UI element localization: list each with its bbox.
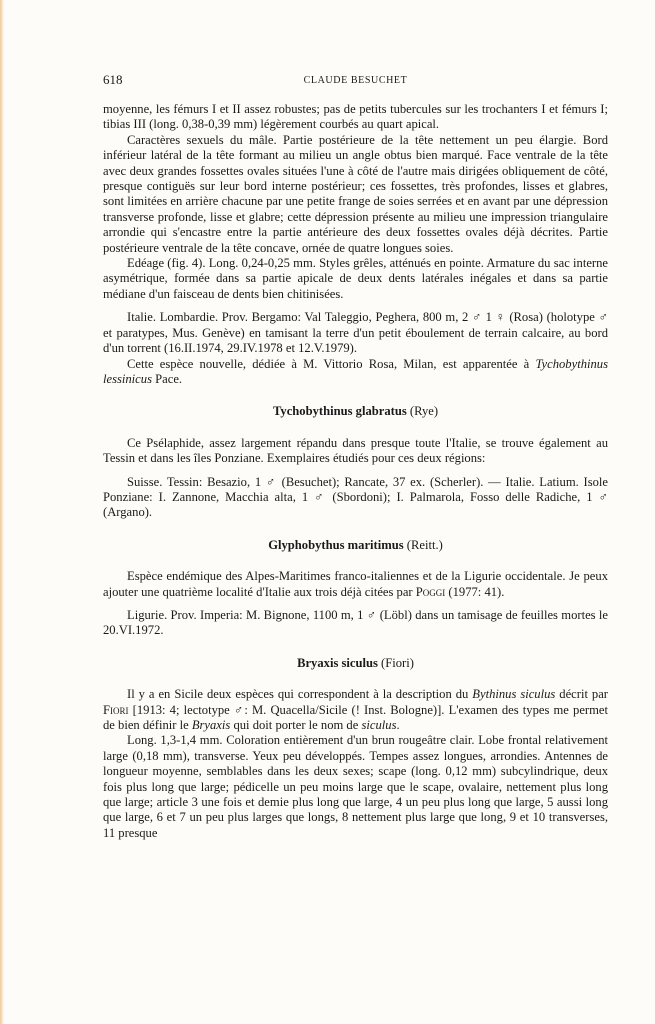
species-name: Tychobythinus glabratus xyxy=(272,404,407,419)
text-run: Espèce endémique des Alpes-Maritimes franco-italiennes et de la Ligurie occidentale. Je peux ajouter une quatrième localité d'Italie aux trois déjà citées par xyxy=(103,569,608,599)
paragraph-spacer xyxy=(103,600,608,608)
section-heading xyxy=(103,538,608,553)
text-run: Edéage (fig. 4). Long. 0,24-0,25 mm. Styles grêles, atténués en pointe. Armature du sac interne asymétrique, formée dans sa partie apicale de deux dents latérales inégales et dans sa partie médiane d'un faisceau de dents bien chitinisées. xyxy=(103,256,608,301)
italic-taxon: Tychobythinus lessinicus xyxy=(103,356,608,386)
paragraph xyxy=(103,133,608,256)
text-run: Ligurie. Prov. Imperia: M. Bignone, 1100 m, 1 ♂ (Löbl) dans un tamisage de feuilles mortes le 20.VI.1972. xyxy=(103,607,608,638)
page-number: 618 xyxy=(103,72,123,87)
species-author: (Rye) xyxy=(406,404,439,419)
paragraph-spacer xyxy=(103,467,608,475)
running-head-author: CLAUDE BESUCHET xyxy=(303,75,408,86)
species-author: (Reitt.) xyxy=(403,537,443,552)
paragraph xyxy=(103,102,608,133)
paragraph xyxy=(103,687,608,733)
paragraph xyxy=(103,475,608,521)
text-run: Cette espèce nouvelle, dédiée à M. Vittorio Rosa, Milan, est apparentée à xyxy=(127,356,536,371)
text-run: (1977: 41). xyxy=(445,584,505,599)
species-author: (Fiori) xyxy=(377,655,414,670)
paper-page xyxy=(103,72,608,841)
paragraph xyxy=(103,608,608,639)
section-heading xyxy=(103,404,608,419)
running-head xyxy=(103,72,608,92)
paragraph xyxy=(103,436,608,467)
italic-taxon: siculus xyxy=(361,718,397,732)
paragraph-spacer xyxy=(103,302,608,310)
paragraph xyxy=(103,256,608,302)
italic-taxon: Bryaxis xyxy=(191,718,231,732)
paragraph xyxy=(103,733,608,841)
paragraph xyxy=(103,569,608,600)
text-run: Il y a en Sicile deux espèces qui correspondent à la description du xyxy=(127,687,473,702)
text-run: Caractères sexuels du mâle. Partie postérieure de la tête nettement un peu élargie. Bord inférieur latéral de la tête formant au milieu un angle obtus bien marqué. Face ventrale de la tête avec deux grandes fossettes ovales situées l'une à côté de l'autre mais dirigées obliquement de côté, presque contiguës sur leur bord interne postérieur; ces fossettes, très profondes, lisses et glabres, sont limitées en arrière chacune par une petite frange de soies serrées et en avant par une dépression transverse profonde, lisse et glabre; cette dépression présente au milieu une impression triangulaire arrondie qui s'encastre entre la partie antérieure des deux fossettes ovales déjà décrites. Partie postérieure ventrale de la tête concave, ornée de quatre longues soies. xyxy=(103,132,608,255)
text-run: décrit par xyxy=(555,687,608,702)
text-run: Long. 1,3-1,4 mm. Coloration entièrement d'un brun rougeâtre clair. Lobe frontal relativement large (0,18 mm), transverse. Yeux peu développés. Tempes assez longues, arrondies. Antennes de longueur moyenne, semblables dans les deux sexes; scape (long. 0,12 mm) subcylindrique, deux fois plus long que large; pédicelle un peu moins large que le scape, ovalaire, nettement plus long que large; article 3 une fois et demie plus long que large, 4 un peu plus long que large, 5 aussi long que large, 6 et 7 un peu plus larges que longs, 8 nettement plus large que long, 9 et 10 transverses, 11 presque xyxy=(103,733,608,840)
species-name: Bryaxis siculus xyxy=(297,655,378,670)
text-run: qui doit porter le nom de xyxy=(230,718,362,732)
cited-author: Poggi xyxy=(415,584,446,599)
text-run: Ce Psélaphide, assez largement répandu dans presque toute l'Italie, se trouve également au Tessin et dans les îles Ponziane. Exemplaires étudiés pour ces deux régions: xyxy=(103,435,608,466)
scanned-page-edge xyxy=(0,0,4,1024)
italic-taxon: Bythinus siculus xyxy=(472,687,556,702)
body-text xyxy=(103,102,608,841)
species-name: Glyphobythus maritimus xyxy=(268,537,404,552)
text-run: Pace. xyxy=(151,371,183,386)
paragraph xyxy=(103,357,608,388)
text-run: Suisse. Tessin: Besazio, 1 ♂ (Besuchet); Rancate, 37 ex. (Scherler). — Italie. Latium. Isole Ponziane: I. Zannone, Macchia alta, 1 ♂ (Sbordoni); I. Palmarola, Fosso delle Radiche, 1 ♂ (Argano). xyxy=(103,474,608,520)
text-run: [1913: 4; lectotype ♂: M. Quacella/Sicile (! Inst. Bologne)]. L'examen des types me permet de bien définir le xyxy=(103,702,608,732)
paragraph xyxy=(103,310,608,356)
text-run: moyenne, les fémurs I et II assez robustes; pas de petits tubercules sur les trochanters I et fémurs I; tibias III (long. 0,38-0,39 mm) légèrement courbés au quart apical. xyxy=(103,102,608,132)
cited-author: Fiori xyxy=(103,702,129,717)
text-run: Italie. Lombardie. Prov. Bergamo: Val Taleggio, Peghera, 800 m, 2 ♂ 1 ♀ (Rosa) (holotype ♂ et paratypes, Mus. Genève) en tamisant la terre d'un petit éboulement de terrain calcaire, au bord d'un torrent (16.II.1974, 29.IV.1978 et 12.V.1979). xyxy=(103,310,608,356)
text-run: . xyxy=(396,718,400,732)
section-heading xyxy=(103,656,608,671)
